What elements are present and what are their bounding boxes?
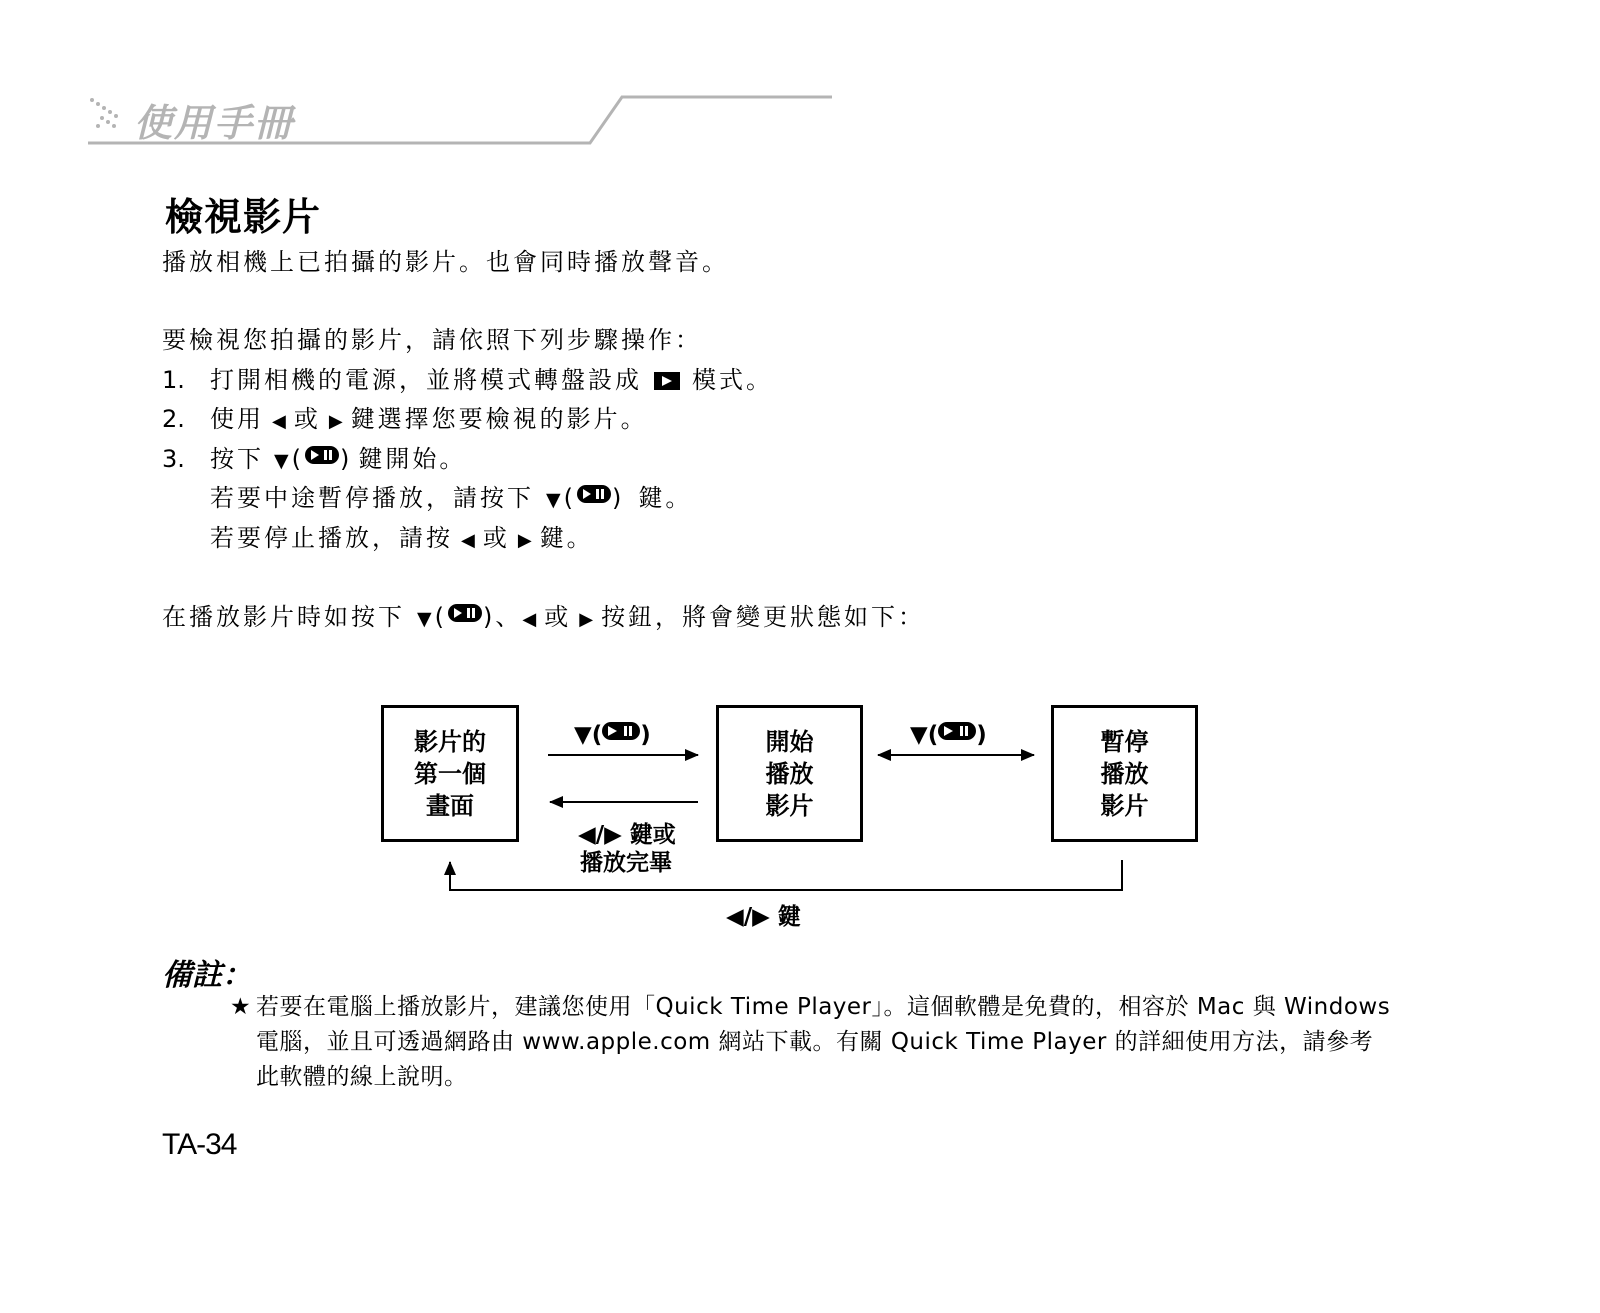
label-down-key-2: ▼( ) <box>910 722 987 748</box>
header-title: 使用手冊 <box>134 101 295 145</box>
state-line: 在播放影片時如按下 ▼( )、◀ 或 ▶ 按鈕，將會變更狀態如下： <box>162 603 926 631</box>
label-back-2: 播放完畢 <box>580 850 672 876</box>
steps-intro: 要檢視您拍攝的影片，請依照下列步驟操作： <box>162 326 702 354</box>
play-pause-icon <box>602 722 640 740</box>
note-title: 備註： <box>162 958 252 993</box>
label-back: ◀/▶ 鍵或 <box>578 822 676 848</box>
note-line-2: 電腦，並且可透過網路由 www.apple.com 網站下載。有關 Quick Time Player 的詳細使用方法，請參考 <box>256 1029 1374 1055</box>
down-arrow-icon: ▼ <box>274 450 292 472</box>
step-3-text-b: 鍵開始。 <box>358 445 467 473</box>
state-text-a: 在播放影片時如按下 <box>162 603 405 631</box>
right-arrow-icon: ▶ <box>517 530 532 551</box>
note-line-3: 此軟體的線上說明。 <box>256 1064 468 1090</box>
state-box-playing: 開始 播放 影片 <box>716 705 863 842</box>
step-2-text-b: 鍵選擇您要檢視的影片。 <box>350 405 648 433</box>
label-bottom: ◀/▶ 鍵 <box>726 904 801 930</box>
step-3-number: 3. <box>162 445 185 473</box>
left-arrow-icon: ◀ <box>522 609 537 630</box>
step-1-text-a: 打開相機的電源，並將模式轉盤設成 <box>210 366 642 394</box>
step-1-number: 1. <box>162 366 185 394</box>
step-3-text-a: 按下 <box>210 445 264 473</box>
note-body <box>230 990 1430 1095</box>
state-text-b: 、 <box>495 603 523 631</box>
pause-text-a: 若要中途暫停播放，請按下 <box>210 484 534 512</box>
pause-text-b: 鍵。 <box>638 484 693 512</box>
stop-text-a: 若要停止播放，請按 <box>210 524 453 552</box>
state-box-first-frame: 影片的 第一個 畫面 <box>381 705 519 842</box>
state-text-c: 按鈕，將會變更狀態如下： <box>601 603 926 631</box>
intro-text: 播放相機上已拍攝的影片。也會同時播放聲音。 <box>162 248 729 276</box>
section-title: 檢視影片 <box>165 195 322 239</box>
state-or: 或 <box>544 603 572 631</box>
step-2-number: 2. <box>162 405 185 433</box>
right-arrow-icon: ▶ <box>579 609 594 630</box>
stop-text-b: 鍵。 <box>539 524 594 552</box>
note-line-1: 若要在電腦上播放影片，建議您使用「Quick Time Player」。這個軟體是免費的，相容於 Mac 與 Windows <box>256 994 1391 1020</box>
arrow-pause-to-first <box>450 860 1122 890</box>
play-pause-icon <box>938 722 976 740</box>
step-1-text-b: 模式。 <box>692 366 773 394</box>
down-arrow-icon: ▼ <box>417 608 435 630</box>
page-number: TA-34 <box>162 1128 237 1161</box>
star-icon: ★ <box>230 994 252 1020</box>
step-2-or: 或 <box>293 405 321 433</box>
state-box-paused: 暫停 播放 影片 <box>1051 705 1198 842</box>
down-arrow-icon: ▼ <box>546 489 564 511</box>
left-arrow-icon: ◀ <box>272 411 286 432</box>
step-2-text-a: 使用 <box>210 405 264 433</box>
step-3: 3. 按下 ▼( ) 鍵開始。 <box>162 445 467 473</box>
left-arrow-icon: ◀ <box>461 530 475 551</box>
label-down-key-1: ▼( ) <box>574 722 651 748</box>
stop-or: 或 <box>482 524 510 552</box>
right-arrow-icon: ▶ <box>328 411 343 432</box>
pause-line: 若要中途暫停播放，請按下 ▼( ) 鍵。 <box>210 484 693 512</box>
